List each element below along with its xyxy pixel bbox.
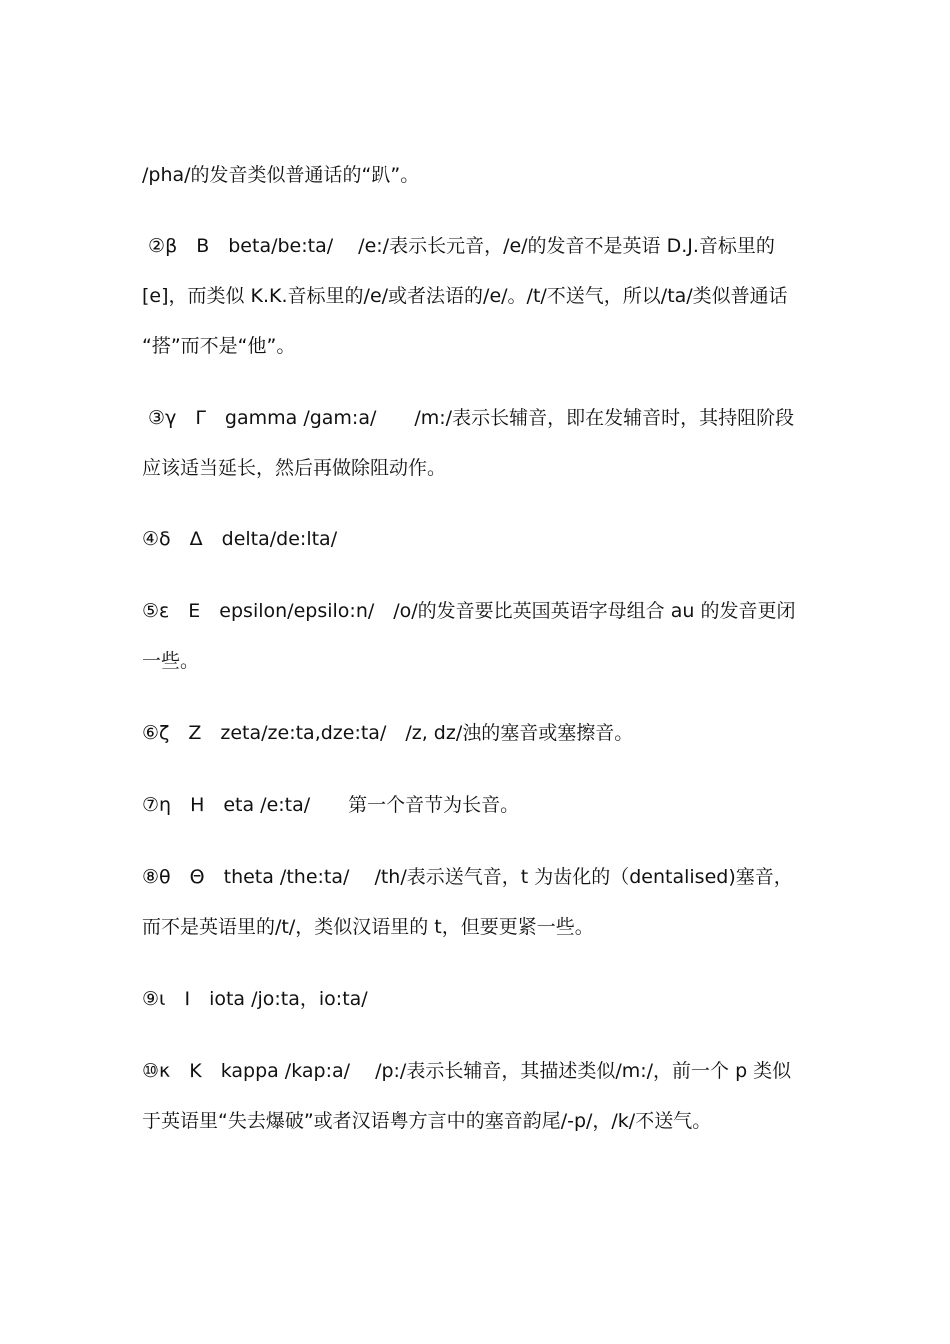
paragraph-pha: /pha/的发音类似普通话的“趴”。 — [142, 164, 420, 186]
paragraph-theta: ⑧θ Θ theta /the:ta/ /th/表示送气音，t 为齿化的（dentalised)塞音，而不是英语里的/t/，类似汉语里的 t，但要更紧一些。 — [142, 866, 793, 938]
paragraph-kappa: ⑩κ Κ kappa /kap:a/ /p:/表示长辅音，其描述类似/m:/，前一个 p 类似于英语里“失去爆破”或者汉语粤方言中的塞音韵尾/-p/，/k/不送气。 — [142, 1060, 792, 1132]
paragraph-zeta: ⑥ζ Ζ zeta/ze:ta,dze:ta/ /z, dz/浊的塞音或塞擦音。 — [142, 722, 634, 744]
paragraph-beta: ②β B beta/be:ta/ /e:/表示长元音，/e/的发音不是英语 D.J.音标里的 [e]，而类似 K.K.音标里的/e/或者法语的/e/。/t/不送气，所以/ta/类似普通话 “搭”而不是“他”。 — [142, 235, 794, 357]
paragraph-eta: ⑦η Η eta /e:ta/ 第一个音节为长音。 — [142, 794, 520, 816]
paragraph-iota: ⑨ι Ι iota /jo:ta，io:ta/ — [142, 988, 368, 1010]
paragraph-epsilon: ⑤ε Ε epsilon/epsilo:n/ /o/的发音要比英国英语字母组合 au 的发音更闭一些。 — [142, 600, 796, 672]
paragraph-delta: ④δ Δ delta/de:lta/ — [142, 528, 338, 550]
paragraph-gamma: ③γ Γ gamma /gam:a/ /m:/表示长辅音，即在发辅音时，其持阻阶段应该适当延长，然后再做除阻动作。 — [142, 407, 795, 479]
